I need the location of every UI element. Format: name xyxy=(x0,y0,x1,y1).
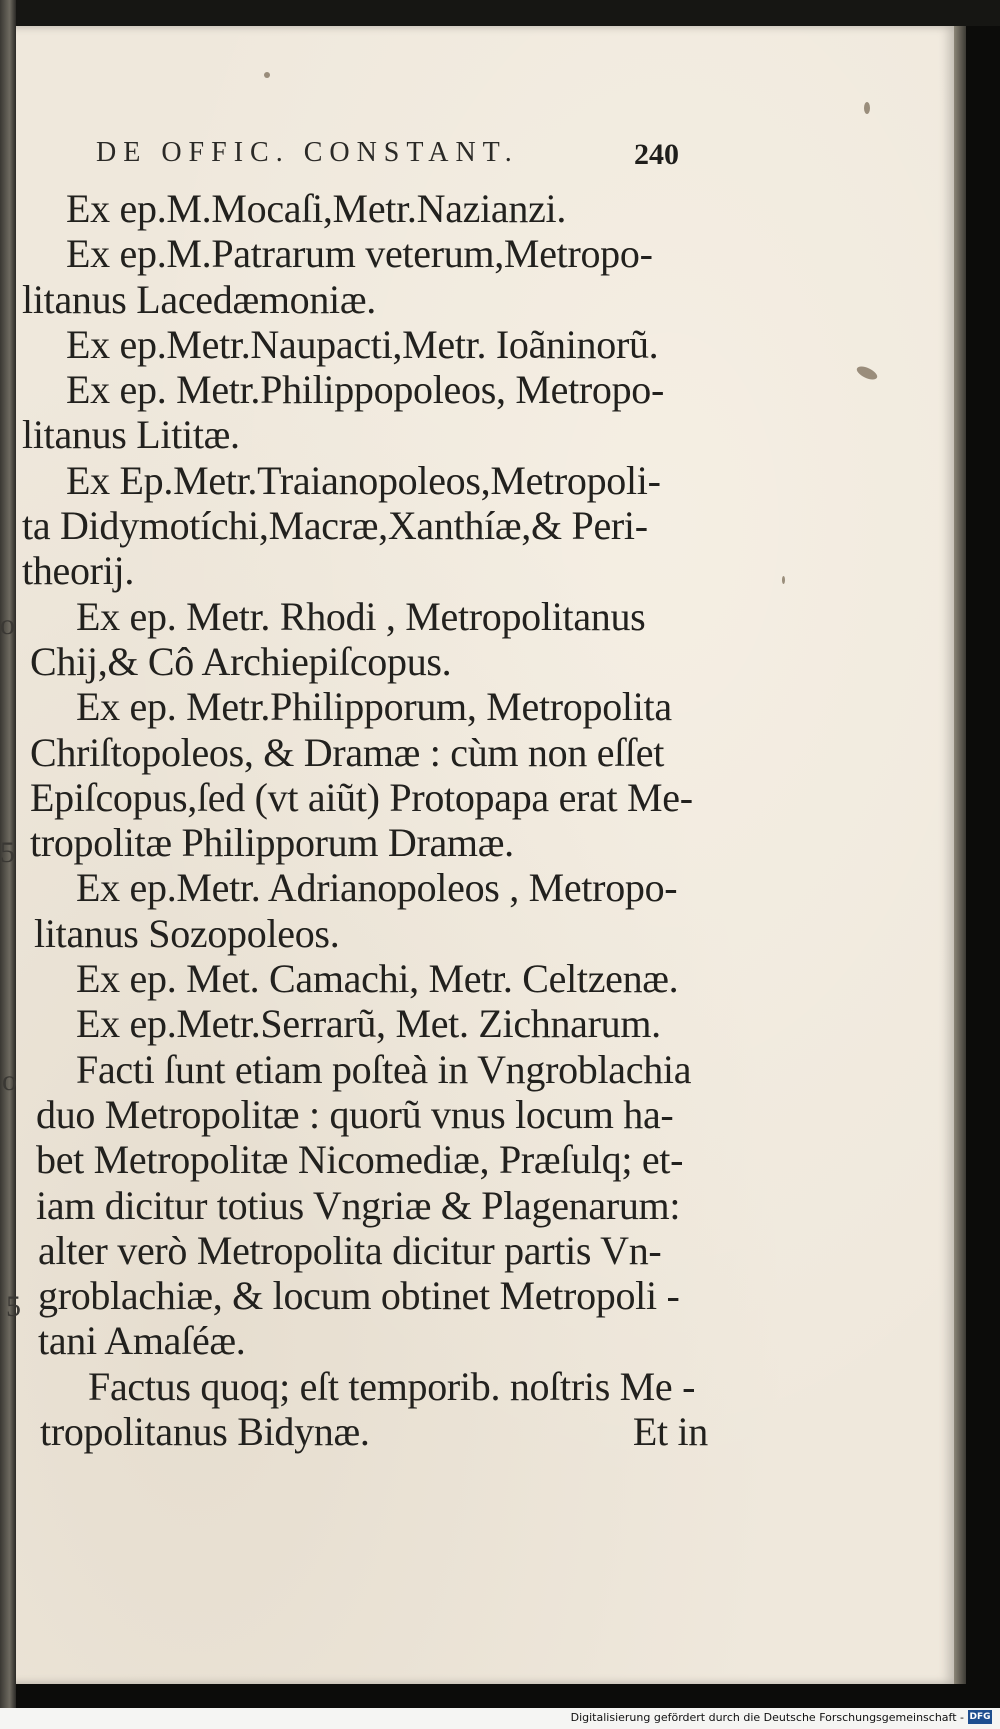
margin-number: 5 xyxy=(0,836,15,869)
scan-top-strip xyxy=(0,0,1000,26)
text-line: alter verò Metropolita dicitur partis Vn- xyxy=(38,1227,662,1273)
text-line: Ex ep. Metr.Philippopoleos, Metropo- xyxy=(66,367,665,413)
text-line: theorij. xyxy=(22,548,135,594)
text-line: litanus Sozopoleos. xyxy=(34,910,340,956)
text-line: tropolitæ Philipporum Dramæ. xyxy=(30,820,514,866)
text-line: Ex ep. Metr. Rhodi , Metropolitanus xyxy=(76,593,646,639)
text-line: Ex Ep.Metr.Traianopoleos,Metropoli- xyxy=(66,457,661,503)
paper-stain xyxy=(264,72,270,78)
paper-stain xyxy=(864,102,870,114)
text-line xyxy=(22,1409,708,1454)
text-line: duo Metropolitæ : quorũ vnus locum ha- xyxy=(36,1091,674,1137)
text-line: Ex ep.Metr. Adrianopoleos , Metropo- xyxy=(76,865,678,911)
text-line: litanus Lititæ. xyxy=(22,412,240,458)
text-line: Ex ep.Metr.Serrarũ, Met. Zichnarum. xyxy=(76,1001,661,1047)
page-right-edge xyxy=(954,26,966,1684)
body-text xyxy=(22,186,708,1454)
text-line: Chriſtopoleos, & Dramæ : cùm non eſſet xyxy=(30,729,665,775)
text-line: tani Amaſéæ. xyxy=(38,1318,246,1364)
margin-number: o xyxy=(2,1064,17,1097)
text-line: Ex ep.M.Mocaſi,Metr.Nazianzi. xyxy=(66,186,567,231)
dfg-logo: DFG xyxy=(969,1712,991,1722)
text-line: litanus Lacedæmoniæ. xyxy=(22,276,376,322)
running-head: DE OFFIC. CONSTANT. xyxy=(96,137,519,168)
text-line: iam dicitur totius Vngriæ & Plagenarum: xyxy=(36,1182,681,1228)
margin-number: 5 xyxy=(6,1290,21,1323)
text-line: ta Didymotíchi,Macræ,Xanthíæ,& Peri- xyxy=(22,503,648,549)
text-line: Ex ep.Metr.Naupacti,Metr. Ioãninorũ. xyxy=(66,321,659,367)
funding-credit: Digitalisierung gefördert durch die Deutsche Forschungsgemeinschaft - xyxy=(570,1711,964,1724)
text-line: Chij,& Cô Archiepiſcopus. xyxy=(30,638,452,684)
margin-number: o xyxy=(0,608,15,641)
text-line: Ex ep.M.Patrarum veterum,Metropo- xyxy=(66,231,653,277)
text-line: groblachiæ, & locum obtinet Metropoli - xyxy=(38,1273,680,1319)
catchword: Et in xyxy=(632,1409,708,1455)
page-number: 240 xyxy=(634,138,679,171)
text-line: Factus quoq; eſt temporib. noſtris Me - xyxy=(88,1363,696,1409)
text-line: bet Metropolitæ Nicomediæ, Præſulq; et- xyxy=(36,1137,684,1183)
text-line: Epiſcopus,ſed (vt aiũt) Protopapa erat Me- xyxy=(30,774,693,820)
text-line: Ex ep. Metr.Philipporum, Metropolita xyxy=(76,684,672,730)
text-line: Facti ſunt etiam poſteà in Vngroblachia xyxy=(76,1046,692,1092)
paper-stain xyxy=(782,576,785,584)
text-line-content: tropolitanus Bidynæ. xyxy=(40,1409,370,1455)
text-line: Ex ep. Met. Camachi, Metr. Celtzenæ. xyxy=(76,956,679,1002)
